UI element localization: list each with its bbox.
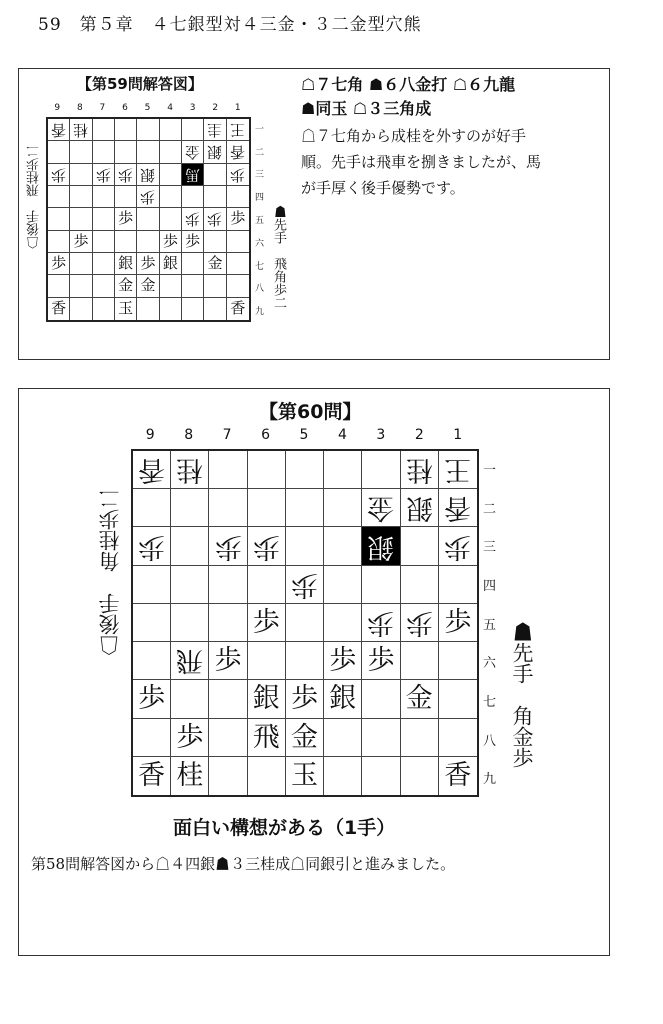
board-square[interactable] [182, 164, 204, 186]
board-square[interactable] [133, 566, 171, 604]
board-square[interactable] [48, 164, 70, 186]
board-square[interactable] [401, 642, 439, 680]
board-square[interactable] [160, 164, 182, 186]
sente-piece[interactable]: 飛 [252, 721, 280, 753]
problem-59-title: 【第59問解答図】 [77, 75, 203, 93]
shogi-board-60 [131, 449, 479, 797]
sente-piece[interactable]: 歩 [329, 645, 357, 677]
file-label: 2 [414, 427, 424, 443]
file-label: 7 [222, 427, 232, 443]
board-square[interactable] [439, 527, 477, 565]
board-square[interactable] [227, 186, 249, 208]
board-square[interactable] [362, 451, 400, 489]
gote-piece[interactable]: 桂 [405, 454, 433, 486]
board-square[interactable] [137, 298, 159, 320]
board-square[interactable] [160, 141, 182, 163]
board-square[interactable] [93, 141, 115, 163]
board-square[interactable] [160, 119, 182, 141]
board-square[interactable] [286, 489, 324, 527]
board-square[interactable] [227, 298, 249, 320]
board-square[interactable] [171, 642, 209, 680]
file-label: 6 [261, 427, 270, 443]
gote-piece[interactable]: 銀 [140, 165, 156, 184]
board-square[interactable] [93, 231, 115, 253]
page-header: 59 第５章 ４七銀型対４三金・３二金型穴熊 [38, 15, 422, 35]
sente-piece[interactable]: 銀 [252, 683, 280, 715]
board-square[interactable] [286, 527, 324, 565]
rank-label: 三 [255, 170, 265, 181]
board-square[interactable] [48, 119, 70, 141]
board-square[interactable] [48, 231, 70, 253]
gote-piece[interactable]: 香 [51, 121, 67, 140]
board-square[interactable] [160, 253, 182, 275]
problem-59-panel [18, 68, 610, 360]
board-square[interactable] [93, 164, 115, 186]
rank-label: 四 [255, 193, 265, 204]
gote-piece[interactable]: 歩 [405, 606, 433, 638]
board-square[interactable] [286, 451, 324, 489]
sente-piece[interactable]: 玉 [118, 299, 134, 318]
board-square[interactable] [115, 253, 137, 275]
board-square[interactable] [362, 604, 400, 642]
board-square[interactable] [48, 298, 70, 320]
sente-piece[interactable]: 香 [51, 299, 67, 318]
gote-piece[interactable]: 歩 [140, 188, 156, 207]
gote-piece[interactable]: 歩 [444, 530, 472, 562]
board-square[interactable] [48, 186, 70, 208]
board-square[interactable] [137, 231, 159, 253]
board-square[interactable] [133, 642, 171, 680]
board-square[interactable] [401, 604, 439, 642]
board-square[interactable] [160, 208, 182, 230]
board-square[interactable] [227, 231, 249, 253]
board-square[interactable] [401, 451, 439, 489]
board-square[interactable] [115, 275, 137, 297]
gote-piece[interactable]: 歩 [214, 530, 242, 562]
file-label: 1 [453, 427, 463, 443]
board-square[interactable] [401, 489, 439, 527]
rank-label: 五 [483, 617, 497, 633]
rank-label: 七 [255, 261, 265, 272]
board-square[interactable] [209, 719, 247, 757]
gote-piece[interactable]: 金 [185, 143, 201, 162]
board-square[interactable] [93, 275, 115, 297]
board-square[interactable] [133, 489, 171, 527]
gote-piece[interactable]: 香 [138, 454, 166, 486]
board-square[interactable] [70, 186, 92, 208]
file-label: 6 [122, 103, 128, 113]
gote-piece[interactable]: 圭 [207, 121, 223, 140]
board-square[interactable] [93, 186, 115, 208]
sente-piece[interactable]: 歩 [214, 645, 242, 677]
problem-60-description: 第58問解答図から☖４四銀☗３三桂成☖同銀引と進みました。 [31, 855, 456, 873]
board-square[interactable] [70, 253, 92, 275]
sente-piece[interactable]: 金 [290, 721, 318, 753]
board-square[interactable] [160, 298, 182, 320]
gote-hand-60: ☖後手 角桂歩二 [98, 488, 122, 656]
comment-line-3: が手厚く後手優勢です。 [301, 179, 465, 197]
board-square[interactable] [93, 208, 115, 230]
board-square[interactable] [248, 566, 286, 604]
board-square[interactable] [227, 141, 249, 163]
gote-piece[interactable]: 香 [230, 143, 246, 162]
board-square[interactable] [182, 119, 204, 141]
board-square[interactable] [439, 566, 477, 604]
board-square[interactable] [204, 119, 226, 141]
gote-piece[interactable]: 桂 [73, 121, 89, 140]
board-square[interactable] [227, 119, 249, 141]
board-square[interactable] [133, 604, 171, 642]
board-square[interactable] [171, 527, 209, 565]
file-label: 9 [145, 427, 155, 443]
board-square[interactable] [93, 119, 115, 141]
board-square[interactable] [248, 604, 286, 642]
board-square[interactable] [204, 208, 226, 230]
board-square[interactable] [115, 141, 137, 163]
board-square[interactable] [93, 298, 115, 320]
board-square[interactable] [70, 275, 92, 297]
file-label: 9 [54, 103, 61, 113]
board-square[interactable] [137, 164, 159, 186]
board-square[interactable] [182, 231, 204, 253]
file-label: 8 [76, 103, 83, 113]
sente-piece[interactable]: 金 [207, 254, 223, 273]
gote-piece[interactable]: 歩 [367, 606, 395, 638]
comment-line-1: ☖７七角から成桂を外すのが好手 [301, 127, 527, 145]
rank-label: 八 [483, 733, 497, 749]
board-square[interactable] [182, 298, 204, 320]
board-square[interactable] [70, 164, 92, 186]
board-square[interactable] [171, 757, 209, 795]
board-square[interactable] [182, 275, 204, 297]
board-square[interactable] [133, 527, 171, 565]
board-square[interactable] [209, 604, 247, 642]
file-labels-60 [131, 427, 477, 447]
board-square[interactable] [286, 566, 324, 604]
sente-piece[interactable]: 玉 [290, 760, 318, 792]
sente-piece[interactable]: 歩 [252, 606, 280, 638]
board-square[interactable] [324, 757, 362, 795]
gote-hand-59: ☖後手 飛桂歩二 [27, 145, 42, 249]
board-square[interactable] [248, 719, 286, 757]
board-square[interactable] [48, 141, 70, 163]
board-square[interactable] [171, 451, 209, 489]
sente-piece[interactable]: 銀 [329, 683, 357, 715]
file-label: 5 [299, 427, 309, 443]
board-square[interactable] [439, 757, 477, 795]
board-square[interactable] [204, 298, 226, 320]
board-square[interactable] [204, 186, 226, 208]
sente-piece[interactable]: 歩 [138, 683, 166, 715]
gote-piece[interactable]: 金 [367, 492, 395, 524]
board-square[interactable] [115, 298, 137, 320]
sente-piece[interactable]: 桂 [176, 760, 204, 792]
board-square[interactable] [227, 253, 249, 275]
rank-label: 二 [255, 147, 265, 158]
board-square[interactable] [48, 253, 70, 275]
board-square[interactable] [324, 489, 362, 527]
board-square[interactable] [324, 566, 362, 604]
sente-piece[interactable]: 香 [138, 760, 166, 792]
board-square[interactable] [439, 680, 477, 718]
sente-piece[interactable]: 銀 [162, 254, 178, 273]
file-label: 7 [99, 103, 106, 113]
rank-label: 八 [255, 284, 265, 295]
board-square[interactable] [171, 680, 209, 718]
board-square[interactable] [133, 757, 171, 795]
gote-piece[interactable]: 歩 [138, 530, 166, 562]
board-square[interactable] [439, 489, 477, 527]
board-square[interactable] [227, 208, 249, 230]
problem-60-panel [18, 388, 610, 956]
board-square[interactable] [286, 604, 324, 642]
board-square[interactable] [171, 489, 209, 527]
board-square[interactable] [115, 164, 137, 186]
board-square[interactable] [401, 757, 439, 795]
moves-line-1: ☖７七角 ☗６八金打 ☖６九龍 [301, 75, 516, 94]
rank-label: 五 [255, 216, 265, 227]
file-label: 5 [144, 103, 151, 113]
rank-label: 九 [483, 772, 497, 788]
board-square[interactable] [401, 527, 439, 565]
problem-60-title: 【第60問】 [259, 401, 362, 423]
board-square[interactable] [362, 642, 400, 680]
sente-piece[interactable]: 歩 [230, 209, 246, 228]
board-square[interactable] [182, 141, 204, 163]
board-square[interactable] [362, 489, 400, 527]
sente-piece[interactable]: 歩 [290, 683, 318, 715]
gote-piece[interactable]: 歩 [290, 568, 318, 600]
sente-piece[interactable]: 歩 [185, 231, 201, 250]
board-square[interactable] [439, 642, 477, 680]
board-square[interactable] [248, 680, 286, 718]
board-square[interactable] [70, 119, 92, 141]
board-square[interactable] [160, 275, 182, 297]
board-square[interactable] [70, 141, 92, 163]
board-square[interactable] [362, 566, 400, 604]
board-square[interactable] [286, 757, 324, 795]
sente-hand-59: ☗先手 飛角歩二 [271, 205, 286, 309]
board-square[interactable] [137, 253, 159, 275]
board-square[interactable] [324, 642, 362, 680]
sente-piece[interactable]: 金 [140, 276, 156, 295]
board-square[interactable] [133, 680, 171, 718]
board-square[interactable] [209, 642, 247, 680]
board-square[interactable] [204, 253, 226, 275]
file-label: 3 [376, 427, 386, 443]
board-square[interactable] [171, 719, 209, 757]
sente-piece[interactable]: 歩 [118, 209, 134, 228]
file-label: 2 [212, 103, 219, 113]
sente-piece[interactable]: 歩 [51, 254, 67, 273]
gote-piece[interactable]: 歩 [252, 530, 280, 562]
sente-piece[interactable]: 歩 [367, 645, 395, 677]
board-square[interactable] [324, 680, 362, 718]
gote-piece[interactable]: 歩 [95, 165, 111, 184]
board-square[interactable] [93, 253, 115, 275]
board-square[interactable] [70, 208, 92, 230]
answer-comment-59 [301, 123, 601, 201]
gote-piece[interactable]: 歩 [185, 210, 201, 229]
gote-piece[interactable]: 銀 [367, 530, 395, 562]
sente-piece[interactable]: 歩 [162, 231, 178, 250]
board-square[interactable] [204, 164, 226, 186]
board-square[interactable] [362, 757, 400, 795]
board-square[interactable] [248, 489, 286, 527]
gote-piece[interactable]: 香 [444, 492, 472, 524]
file-labels-59 [46, 103, 249, 117]
gote-piece[interactable]: 歩 [230, 165, 246, 184]
board-square[interactable] [362, 680, 400, 718]
board-square[interactable] [227, 164, 249, 186]
board-square[interactable] [171, 566, 209, 604]
board-square[interactable] [70, 298, 92, 320]
board-square[interactable] [209, 680, 247, 718]
board-square[interactable] [401, 680, 439, 718]
sente-piece[interactable]: 歩 [140, 254, 156, 273]
file-label: 4 [167, 103, 173, 113]
gote-piece[interactable]: 馬 [185, 165, 201, 184]
sente-piece[interactable]: 銀 [118, 254, 134, 273]
board-square[interactable] [248, 451, 286, 489]
rank-label: 六 [255, 238, 265, 249]
gote-piece[interactable]: 銀 [405, 492, 433, 524]
answer-moves-59 [301, 73, 601, 121]
board-square[interactable] [439, 451, 477, 489]
board-square[interactable] [248, 757, 286, 795]
board-square[interactable] [248, 527, 286, 565]
file-label: 1 [234, 103, 241, 113]
board-square[interactable] [70, 231, 92, 253]
board-square[interactable] [48, 275, 70, 297]
rank-label: 一 [483, 462, 497, 478]
board-square[interactable] [286, 719, 324, 757]
board-square[interactable] [115, 186, 137, 208]
board-square[interactable] [133, 451, 171, 489]
board-square[interactable] [324, 604, 362, 642]
sente-piece[interactable]: 歩 [176, 721, 204, 753]
rank-labels-59 [255, 117, 267, 322]
shogi-board-59 [46, 117, 251, 322]
sente-hand-60: ☗先手 角金歩 [510, 621, 534, 768]
board-square[interactable] [182, 253, 204, 275]
board-square[interactable] [439, 604, 477, 642]
board-square[interactable] [137, 119, 159, 141]
board-square[interactable] [324, 719, 362, 757]
board-square[interactable] [209, 527, 247, 565]
board-square[interactable] [182, 186, 204, 208]
sente-piece[interactable]: 香 [444, 760, 472, 792]
gote-piece[interactable]: 王 [230, 121, 246, 140]
board-square[interactable] [160, 231, 182, 253]
board-square[interactable] [401, 719, 439, 757]
board-square[interactable] [324, 451, 362, 489]
board-square[interactable] [227, 275, 249, 297]
gote-piece[interactable]: 王 [444, 454, 472, 486]
gote-piece[interactable]: 歩 [118, 165, 134, 184]
rank-label: 三 [483, 540, 497, 556]
board-square[interactable] [209, 757, 247, 795]
file-label: 8 [184, 427, 194, 443]
board-square[interactable] [286, 642, 324, 680]
file-label: 4 [337, 427, 347, 443]
sente-piece[interactable]: 歩 [73, 231, 89, 250]
board-square[interactable] [48, 208, 70, 230]
rank-label: 七 [483, 694, 497, 710]
board-square[interactable] [286, 680, 324, 718]
board-square[interactable] [439, 719, 477, 757]
board-square[interactable] [209, 566, 247, 604]
board-square[interactable] [137, 141, 159, 163]
board-square[interactable] [182, 208, 204, 230]
rank-label: 二 [483, 501, 497, 517]
rank-label: 四 [483, 578, 497, 594]
sente-piece[interactable]: 歩 [444, 606, 472, 638]
moves-line-2: ☗同玉 ☖３三角成 [301, 99, 432, 118]
board-square[interactable] [362, 719, 400, 757]
gote-piece[interactable]: 銀 [207, 143, 223, 162]
gote-piece[interactable]: 桂 [176, 454, 204, 486]
board-square[interactable] [209, 451, 247, 489]
board-square[interactable] [171, 604, 209, 642]
board-square[interactable] [324, 527, 362, 565]
file-label: 3 [189, 103, 196, 113]
sente-piece[interactable]: 金 [118, 276, 134, 295]
board-square[interactable] [137, 208, 159, 230]
board-square[interactable] [133, 719, 171, 757]
problem-60-subtitle: 面白い構想がある（1手） [173, 817, 396, 839]
gote-piece[interactable]: 歩 [51, 165, 67, 184]
board-square[interactable] [248, 642, 286, 680]
board-square[interactable] [160, 186, 182, 208]
gote-piece[interactable]: 飛 [176, 645, 204, 677]
board-square[interactable] [204, 141, 226, 163]
board-square[interactable] [362, 527, 400, 565]
board-square[interactable] [137, 186, 159, 208]
sente-piece[interactable]: 香 [230, 299, 246, 318]
rank-label: 六 [483, 656, 497, 672]
comment-line-2: 順。先手は飛車を捌きましたが、馬 [301, 153, 542, 171]
rank-label: 九 [255, 307, 265, 318]
rank-label: 一 [255, 124, 265, 135]
board-square[interactable] [204, 231, 226, 253]
board-square[interactable] [401, 566, 439, 604]
board-square[interactable] [137, 275, 159, 297]
board-square[interactable] [115, 119, 137, 141]
board-square[interactable] [204, 275, 226, 297]
board-square[interactable] [209, 489, 247, 527]
board-square[interactable] [115, 231, 137, 253]
rank-labels-60 [483, 449, 501, 797]
board-square[interactable] [115, 208, 137, 230]
sente-piece[interactable]: 金 [405, 683, 433, 715]
gote-piece[interactable]: 歩 [207, 210, 223, 229]
